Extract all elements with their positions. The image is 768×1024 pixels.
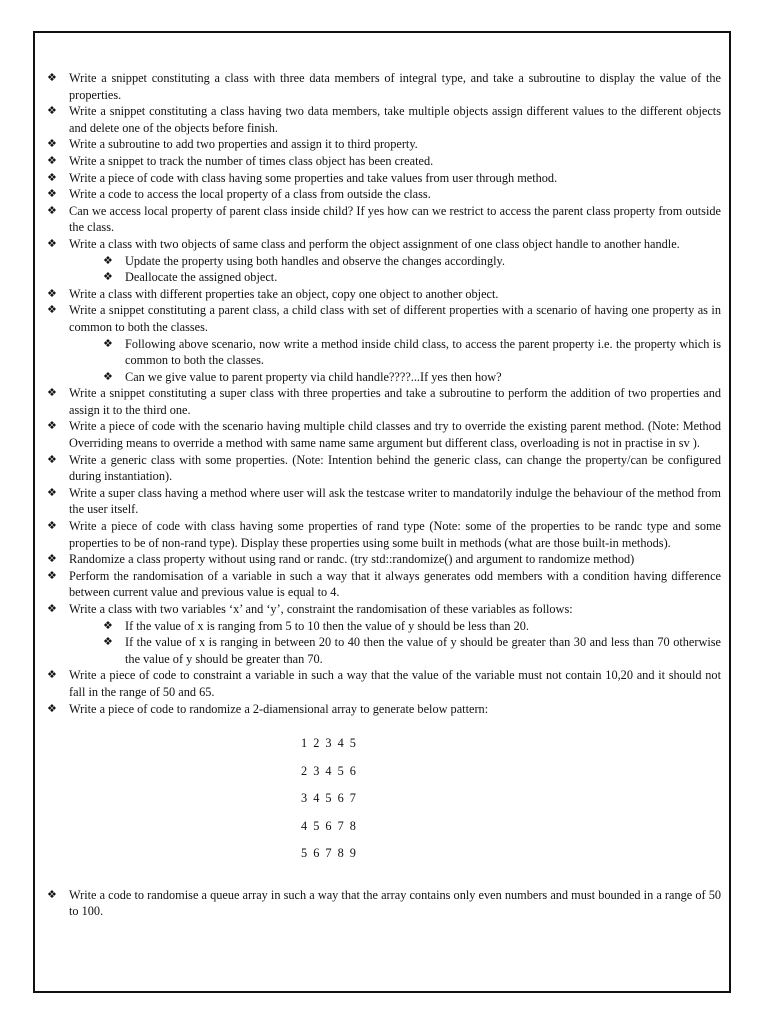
list-item-text: Write a class with two objects of same class and perform the object assignment of one class object handle to another handle. xyxy=(69,236,680,251)
diamond-bullet-icon: ❖ xyxy=(47,485,57,499)
list-item xyxy=(47,551,721,568)
diamond-bullet-icon: ❖ xyxy=(47,701,57,715)
list-item xyxy=(47,170,721,187)
list-item xyxy=(47,385,721,418)
sub-list-item xyxy=(103,634,721,667)
pattern-cell: 9 xyxy=(349,846,356,861)
diamond-bullet-icon: ❖ xyxy=(47,602,57,615)
list-item-text: Update the property using both handles and observe the changes accordingly. xyxy=(125,253,505,268)
pattern-cell: 7 xyxy=(349,791,356,806)
pattern-row xyxy=(301,818,721,846)
list-item xyxy=(47,186,721,203)
pattern-cell: 6 xyxy=(349,763,356,778)
list-item-text: Write a snippet to track the number of times class object has been created. xyxy=(69,153,434,168)
pattern-cell: 1 xyxy=(301,736,308,751)
list-item-text: Write a snippet constituting a super class with three properties and take a subroutine to perform the addition of two properties and assign it to the third one. xyxy=(69,386,721,417)
diamond-bullet-icon: ❖ xyxy=(103,270,113,284)
list-item-text: If the value of x is ranging in between 20 to 40 then the value of y should be greater than 30 and less than 70 otherwise the value of y should be greater than 70. xyxy=(125,635,721,666)
diamond-bullet-icon: ❖ xyxy=(47,668,57,682)
list-item xyxy=(47,136,721,153)
pattern-cell: 3 xyxy=(313,763,320,778)
list-item-text: Write a code to randomise a queue array in such a way that the array contains only even numbers and must bounded in a range of 50 to 100. xyxy=(69,887,721,919)
list-item xyxy=(47,701,721,718)
pattern-cell: 5 xyxy=(349,736,356,751)
diamond-bullet-icon: ❖ xyxy=(47,303,57,317)
diamond-bullet-icon: ❖ xyxy=(47,286,57,300)
list-item xyxy=(47,568,721,601)
pattern-cell: 7 xyxy=(325,846,332,861)
diamond-bullet-icon: ❖ xyxy=(47,552,57,566)
list-item xyxy=(47,103,721,136)
list-item-text: Randomize a class property without using rand or randc. (try std::randomize() and argument to randomize method) xyxy=(69,552,635,567)
diamond-bullet-icon: ❖ xyxy=(47,887,57,901)
list-item-text: Write a snippet constituting a class having two data members, take multiple objects assign different values to the different objects and delete one of the objects before finish. xyxy=(69,104,721,135)
pattern-cell: 6 xyxy=(325,818,332,833)
pattern-cell: 4 xyxy=(301,818,308,833)
list-item-text: Write a piece of code with the scenario having multiple child classes and try to override the existing parent method. (Note: Method Overriding means to override a method with same name same argument but different class, overloading is not in practise in sv ). xyxy=(69,419,721,451)
diamond-bullet-icon: ❖ xyxy=(47,568,57,582)
list-item xyxy=(47,452,721,485)
list-item-text: Can we access local property of parent class inside child? If yes how can we restrict to access the parent class property from outside the class. xyxy=(69,203,721,235)
diamond-bullet-icon: ❖ xyxy=(47,170,57,184)
pattern-row xyxy=(301,845,721,873)
sub-list-item xyxy=(103,253,721,270)
list-item-text: Write a snippet constituting a class with three data members of integral type, and take a subroutine to display the value of the properties. xyxy=(69,71,721,102)
pattern-cell: 4 xyxy=(325,763,332,778)
list-item-text: Deallocate the assigned object. xyxy=(125,270,278,285)
pattern-cell: 5 xyxy=(337,763,344,778)
sub-list-item xyxy=(103,269,721,286)
list-item xyxy=(47,601,721,618)
list-item xyxy=(47,485,721,518)
pattern-row xyxy=(301,735,721,763)
list-item-text: Write a class with different properties take an object, copy one object to another object. xyxy=(69,286,499,301)
pattern-cell: 5 xyxy=(313,818,320,833)
list-item xyxy=(47,667,721,700)
list-item-text: Following above scenario, now write a method inside child class, to access the parent property i.e. the property which is common to both the classes. xyxy=(125,336,721,368)
pattern-cell: 8 xyxy=(349,818,356,833)
pattern-cell: 5 xyxy=(301,846,308,861)
diamond-bullet-icon: ❖ xyxy=(103,253,113,267)
number-pattern xyxy=(47,735,721,873)
list-item xyxy=(47,302,721,335)
pattern-cell: 7 xyxy=(337,818,344,833)
list-item xyxy=(47,518,721,551)
pattern-cell: 4 xyxy=(337,736,344,751)
list-item-text: Write a generic class with some properties. (Note: Intention behind the generic class, can change the property/can be configured during instantiation). xyxy=(69,452,721,484)
diamond-bullet-icon: ❖ xyxy=(47,187,57,201)
diamond-bullet-icon: ❖ xyxy=(47,71,57,84)
diamond-bullet-icon: ❖ xyxy=(47,519,57,533)
diamond-bullet-icon: ❖ xyxy=(47,153,57,167)
list-item-text: Write a piece of code with class having some properties of rand type (Note: some of the properties to be randc type and some properties to be of non-rand type). Display these properties using some built in methods (what are those built-in methods). xyxy=(69,519,721,550)
pattern-row xyxy=(301,790,721,818)
diamond-bullet-icon: ❖ xyxy=(103,336,113,350)
list-item-text: Perform the randomisation of a variable in such a way that it always generates odd members with a condition having difference between current value and previous value is equal to 4. xyxy=(69,568,721,600)
list-item xyxy=(47,70,721,103)
pattern-cell: 6 xyxy=(313,846,320,861)
diamond-bullet-icon: ❖ xyxy=(103,635,113,649)
list-item-text: Write a piece of code with class having some properties and take values from user through method. xyxy=(69,170,558,185)
pattern-cell: 2 xyxy=(301,763,308,778)
list-item-text: Write a piece of code to randomize a 2-diamensional array to generate below pattern: xyxy=(69,701,489,716)
pattern-row xyxy=(301,763,721,791)
pattern-cell: 3 xyxy=(301,791,308,806)
list-item xyxy=(47,236,721,253)
diamond-bullet-icon: ❖ xyxy=(47,203,57,217)
list-item-text: Write a snippet constituting a parent class, a child class with set of different properties with a scenario of having one property as in common to both the classes. xyxy=(69,303,721,334)
diamond-bullet-icon: ❖ xyxy=(47,452,57,466)
diamond-bullet-icon: ❖ xyxy=(47,137,57,151)
list-item-text: Write a super class having a method where user will ask the testcase writer to mandatorily indulge the behaviour of the method from the user itself. xyxy=(69,485,721,517)
list-item xyxy=(47,203,721,236)
pattern-cell: 5 xyxy=(325,791,332,806)
diamond-bullet-icon: ❖ xyxy=(47,419,57,433)
list-item-text: If the value of x is ranging from 5 to 10 then the value of y should be less than 20. xyxy=(125,618,530,633)
sub-list-item xyxy=(103,618,721,635)
sub-list-item xyxy=(103,336,721,369)
diamond-bullet-icon: ❖ xyxy=(47,104,57,118)
list-item-text: Write a piece of code to constraint a variable in such a way that the value of the variable must not contain 10,20 and it should not fall in the range of 50 and 65. xyxy=(69,668,721,699)
diamond-bullet-icon: ❖ xyxy=(103,369,113,383)
diamond-bullet-icon: ❖ xyxy=(103,618,113,632)
list-item-text: Write a subroutine to add two properties and assign it to third property. xyxy=(69,137,418,152)
list-item-text: Write a code to access the local property of a class from outside the class. xyxy=(69,187,431,202)
question-list xyxy=(47,70,721,920)
list-item-text: Write a class with two variables ‘x’ and ‘y’, constraint the randomisation of these variables as follows: xyxy=(69,602,573,616)
list-item xyxy=(47,153,721,170)
diamond-bullet-icon: ❖ xyxy=(47,236,57,250)
pattern-cell: 6 xyxy=(337,791,344,806)
list-item xyxy=(47,286,721,303)
list-item-text: Can we give value to parent property via child handle????...If yes then how? xyxy=(125,369,502,384)
pattern-cell: 8 xyxy=(337,846,344,861)
pattern-cell: 4 xyxy=(313,791,320,806)
list-item xyxy=(47,887,721,920)
list-item xyxy=(47,418,721,451)
sub-list-item xyxy=(103,369,721,386)
pattern-cell: 3 xyxy=(325,736,332,751)
diamond-bullet-icon: ❖ xyxy=(47,386,57,400)
pattern-cell: 2 xyxy=(313,736,320,751)
